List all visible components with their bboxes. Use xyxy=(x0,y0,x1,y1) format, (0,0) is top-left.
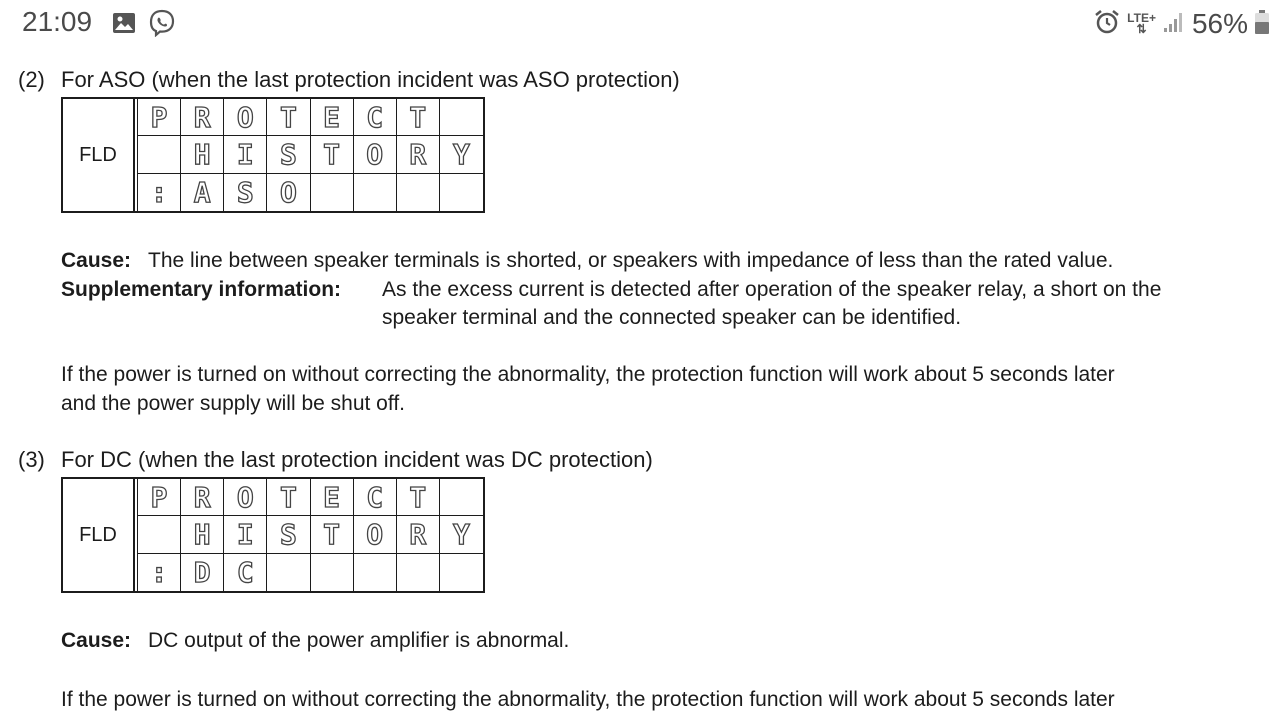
fld-cell: R xyxy=(397,136,440,173)
fld-grid xyxy=(137,99,483,211)
fld-cell: I xyxy=(224,516,267,553)
fld-cell: R xyxy=(181,99,224,136)
note-line1: If the power is turned on without correcting the abnormality, the protection function will work about 5 seconds later xyxy=(61,688,1115,711)
fld-cell: T xyxy=(311,516,354,553)
fld-cell: Y xyxy=(440,136,483,173)
cause-label: Cause: xyxy=(61,249,132,272)
cause-text: DC output of the power amplifier is abnormal. xyxy=(148,629,570,652)
supplementary-text-line2: speaker terminal and the connected speaker can be identified. xyxy=(382,306,962,329)
fld-cell xyxy=(138,136,181,173)
fld-cell: A xyxy=(181,174,224,211)
fld-display-dc xyxy=(61,477,485,593)
note-line2: and the power supply will be shut off. xyxy=(61,392,405,415)
fld-cell: Y xyxy=(440,516,483,553)
viber-icon xyxy=(148,9,176,42)
alarm-icon xyxy=(1093,8,1121,41)
fld-cell: I xyxy=(224,136,267,173)
cause-text: The line between speaker terminals is shorted, or speakers with impedance of less than the rated value. xyxy=(148,249,1114,272)
note-line1: If the power is turned on without correcting the abnormality, the protection function will work about 5 seconds later xyxy=(61,363,1115,386)
fld-cell: R xyxy=(397,516,440,553)
fld-cell: E xyxy=(311,99,354,136)
fld-cell: C xyxy=(354,99,397,136)
fld-cell: O xyxy=(354,136,397,173)
fld-cell: O xyxy=(354,516,397,553)
section-number: (3) xyxy=(18,447,45,472)
fld-cell: R xyxy=(181,479,224,516)
status-right-group xyxy=(1093,6,1270,42)
fld-cell: T xyxy=(311,136,354,173)
fld-cell: : xyxy=(138,554,181,591)
section-number: (2) xyxy=(18,67,45,92)
fld-cell xyxy=(354,554,397,591)
battery-icon xyxy=(1254,9,1270,40)
fld-cell: O xyxy=(267,174,310,211)
supplementary-text-line1: As the excess current is detected after operation of the speaker relay, a short on the xyxy=(382,278,1162,301)
fld-cell xyxy=(440,554,483,591)
fld-cell xyxy=(397,174,440,211)
fld-label: FLD xyxy=(63,99,135,211)
fld-cell: C xyxy=(224,554,267,591)
note-paragraph-aso xyxy=(61,360,1115,418)
network-indicator xyxy=(1127,13,1156,35)
fld-cell: S xyxy=(267,136,310,173)
fld-cell xyxy=(440,174,483,211)
fld-cell: P xyxy=(138,479,181,516)
cause-label: Cause: xyxy=(61,629,132,652)
fld-cell: S xyxy=(267,516,310,553)
fld-cell xyxy=(440,479,483,516)
supplementary-label: Supplementary information: xyxy=(61,278,342,301)
fld-cell xyxy=(267,554,310,591)
signal-icon xyxy=(1162,10,1186,39)
fld-cell xyxy=(397,554,440,591)
fld-cell xyxy=(138,516,181,553)
fld-cell: : xyxy=(138,174,181,211)
fld-cell xyxy=(440,99,483,136)
section-title: For DC (when the last protection incident was DC protection) xyxy=(61,447,653,472)
fld-cell: T xyxy=(397,479,440,516)
status-time: 21:09 xyxy=(22,6,93,37)
battery-percent: 56% xyxy=(1191,8,1248,39)
data-arrows-icon: ⇅ xyxy=(1136,22,1147,36)
fld-cell xyxy=(354,174,397,211)
fld-cell: T xyxy=(397,99,440,136)
fld-cell: S xyxy=(224,174,267,211)
fld-cell: E xyxy=(311,479,354,516)
fld-cell: D xyxy=(181,554,224,591)
section-title: For ASO (when the last protection incident was ASO protection) xyxy=(61,67,680,92)
network-label: LTE+ xyxy=(1127,11,1156,25)
fld-cell xyxy=(311,174,354,211)
fld-cell: C xyxy=(354,479,397,516)
fld-cell: O xyxy=(224,99,267,136)
fld-display-aso xyxy=(61,97,485,213)
fld-cell: H xyxy=(181,516,224,553)
fld-cell: T xyxy=(267,99,310,136)
fld-cell: T xyxy=(267,479,310,516)
fld-grid xyxy=(137,479,483,591)
status-bar xyxy=(0,0,1280,46)
fld-cell xyxy=(311,554,354,591)
fld-cell: P xyxy=(138,99,181,136)
fld-cell: O xyxy=(224,479,267,516)
note-paragraph-dc xyxy=(61,685,1115,714)
fld-label: FLD xyxy=(63,479,135,591)
gallery-icon xyxy=(112,12,136,39)
fld-cell: H xyxy=(181,136,224,173)
